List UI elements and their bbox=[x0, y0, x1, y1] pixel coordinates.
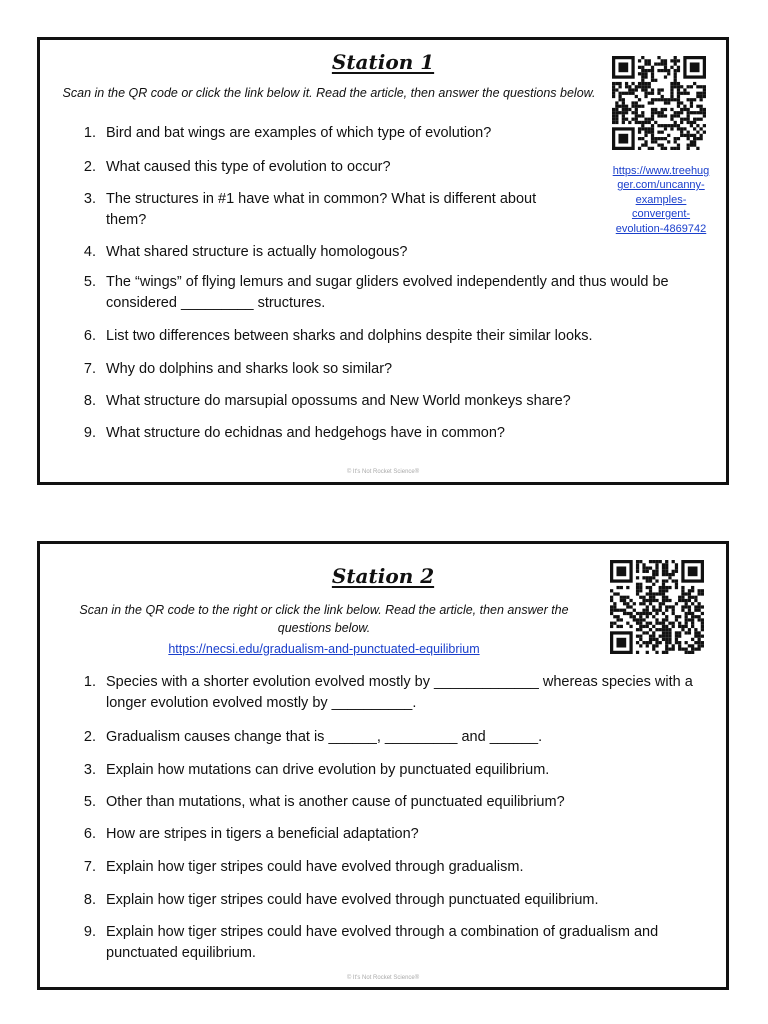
question-number: 8. bbox=[83, 393, 96, 409]
question-number: 9. bbox=[83, 924, 96, 940]
question-number: 2. bbox=[83, 159, 96, 175]
question-text: them? bbox=[106, 212, 147, 228]
link-line: ger.com/uncanny- bbox=[617, 179, 705, 192]
question-text: Why do dolphins and sharks look so similar? bbox=[106, 361, 393, 377]
question-number: 4. bbox=[83, 244, 96, 260]
question-number: 7. bbox=[83, 859, 96, 875]
question-number: 3. bbox=[83, 191, 96, 207]
question-text: What structure do echidnas and hedgehogs have in common? bbox=[106, 425, 505, 441]
station-1-qr-code[interactable] bbox=[612, 56, 706, 150]
station-1-instructions: Scan in the QR code or click the link below it. Read the article, then answer the questions below. bbox=[62, 86, 596, 100]
instructions-line: questions below. bbox=[277, 621, 371, 635]
question-number: 7. bbox=[83, 361, 96, 377]
question-text: Explain how tiger stripes could have evolved through punctuated equilibrium. bbox=[106, 892, 599, 908]
station-2-title: Station 2 bbox=[331, 564, 435, 588]
link-line: evolution-4869742 bbox=[615, 222, 707, 235]
station-1-article-link[interactable] bbox=[596, 164, 726, 236]
question-text: What caused this type of evolution to occur? bbox=[106, 159, 391, 175]
question-text: longer evolution evolved mostly by __________. bbox=[106, 695, 417, 711]
question-number: 6. bbox=[83, 826, 96, 842]
question-text: The structures in #1 have what in common? What is different about bbox=[106, 191, 537, 207]
station-1-title: Station 1 bbox=[331, 50, 435, 74]
copyright-footer: © It's Not Rocket Science® bbox=[346, 469, 420, 475]
question-number: 2. bbox=[83, 729, 96, 745]
link-line: examples- bbox=[635, 193, 687, 206]
question-text: Explain how tiger stripes could have evolved through gradualism. bbox=[106, 859, 524, 875]
instructions-line: Scan in the QR code to the right or click the link below. Read the article, then answer the bbox=[79, 603, 569, 617]
question-number: 9. bbox=[83, 425, 96, 441]
question-text: Species with a shorter evolution evolved mostly by _____________ whereas species with a bbox=[106, 674, 693, 690]
question-text: Explain how tiger stripes could have evolved through a combination of gradualism and bbox=[106, 924, 659, 940]
station-2-card bbox=[37, 541, 729, 990]
question-text: The “wings” of flying lemurs and sugar gliders evolved independently and thus would be bbox=[106, 274, 669, 290]
question-text: List two differences between sharks and dolphins despite their similar looks. bbox=[106, 328, 593, 344]
question-text: Other than mutations, what is another cause of punctuated equilibrium? bbox=[106, 794, 565, 810]
question-text: What shared structure is actually homologous? bbox=[106, 244, 408, 260]
question-text: Gradualism causes change that is ______, _________ and ______. bbox=[106, 729, 543, 745]
link-line: https://www.treehug bbox=[612, 165, 710, 177]
question-text: Explain how mutations can drive evolution by punctuated equilibrium. bbox=[106, 762, 550, 778]
question-number: 8. bbox=[83, 892, 96, 908]
question-number: 1. bbox=[83, 125, 96, 141]
question-text: Bird and bat wings are examples of which type of evolution? bbox=[106, 125, 492, 141]
question-number: 5. bbox=[83, 274, 96, 290]
station-2-article-link[interactable]: https://necsi.edu/gradualism-and-punctuated-equilibrium bbox=[168, 642, 480, 656]
question-number: 1. bbox=[83, 674, 96, 690]
station-2-instructions bbox=[46, 601, 602, 637]
link-line: convergent- bbox=[631, 208, 691, 221]
station-2-qr-code[interactable] bbox=[610, 560, 704, 654]
question-number: 6. bbox=[83, 328, 96, 344]
question-text: What structure do marsupial opossums and New World monkeys share? bbox=[106, 393, 571, 409]
question-text: How are stripes in tigers a beneficial adaptation? bbox=[106, 826, 419, 842]
question-number: 3. bbox=[83, 762, 96, 778]
copyright-footer: © It's Not Rocket Science® bbox=[346, 975, 420, 981]
question-text: considered _________ structures. bbox=[106, 295, 326, 311]
question-text: punctuated equilibrium. bbox=[106, 945, 256, 961]
question-number: 5. bbox=[83, 794, 96, 810]
station-1-card bbox=[37, 37, 729, 485]
